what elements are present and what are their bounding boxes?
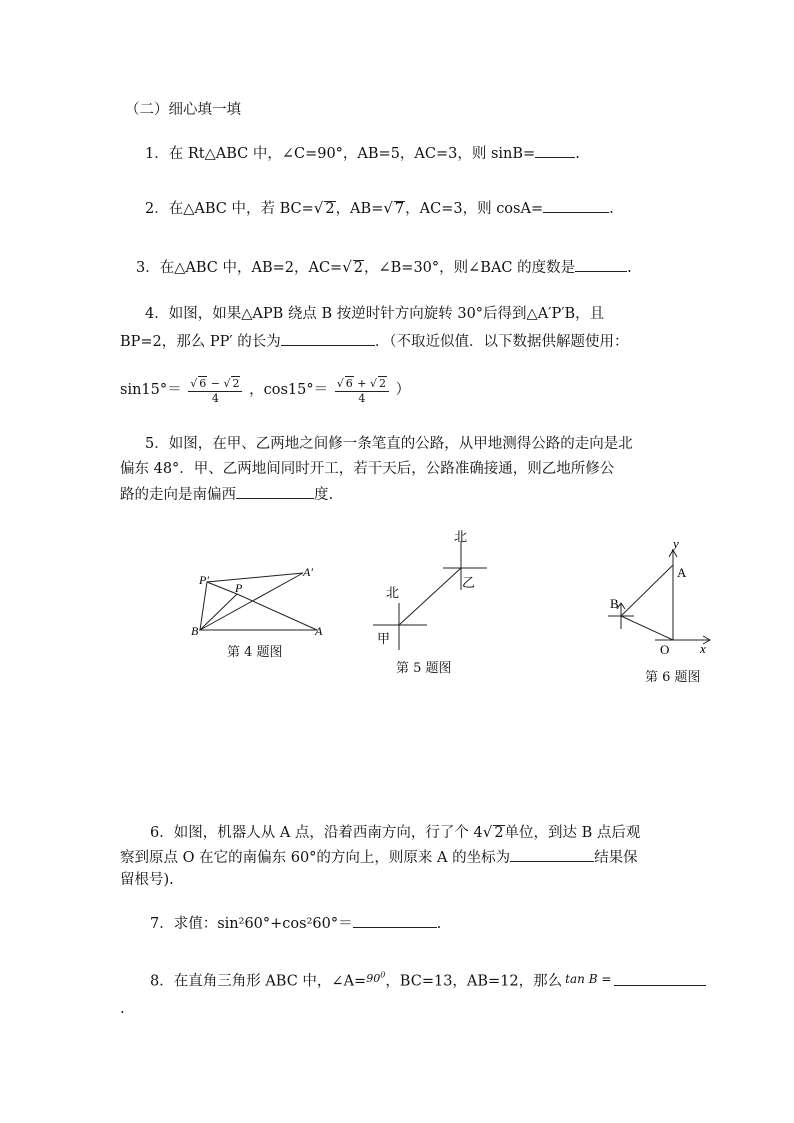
label-a-prime: A′ xyxy=(303,565,313,579)
section-title: （二）细心填一填 xyxy=(125,102,241,118)
label-o: O xyxy=(660,642,670,657)
label-north-left: 北 xyxy=(386,585,400,600)
question-8: 8．在直角三角形 ABC 中，∠A=$^{90^0}$，BC=13，AB=12，那么 $^{tan B =}$ xyxy=(150,966,706,991)
label-yi: 乙 xyxy=(462,575,476,590)
question-5-line3: 路的走向是南偏西 度. xyxy=(120,484,333,504)
question-8-end: . xyxy=(120,1001,125,1017)
label-p-prime: P′ xyxy=(199,573,209,587)
path-a-to-b xyxy=(621,565,673,616)
answer-blank-2[interactable] xyxy=(543,198,609,213)
label-a: A xyxy=(677,565,687,580)
answer-blank-8[interactable] xyxy=(614,971,706,986)
answer-blank-5[interactable] xyxy=(236,484,314,499)
answer-blank-3[interactable] xyxy=(575,257,627,272)
label-north-top: 北 xyxy=(454,529,468,544)
sqrt-symbol: √ xyxy=(383,199,393,217)
segment-pp-prime xyxy=(207,582,237,594)
question-3: 3．在△ABC 中，AB=2，AC=√ 2，∠B=30°，则∠BAC 的度数是 . xyxy=(136,258,632,276)
figure-4-caption: 第 4 题图 xyxy=(227,645,283,660)
question-1: 1．在 Rt△ABC 中，∠C=90°，AB=5，AC=3，则 sinB= . xyxy=(145,143,580,163)
question-4-formulas: sin15°＝ $\frac{√ 6 - √ 2}{4}$ ，cos15°＝ $\frac{√ 6 + √ 2}{4}$ ） xyxy=(120,376,411,405)
answer-blank-6[interactable] xyxy=(510,847,594,862)
question-6-line1: 6．如图，机器人从 A 点，沿着西南方向，行了个 4√ 2单位，到达 B 点后观 xyxy=(150,823,641,841)
question-6-line2: 察到原点 O 在它的南偏东 60°的方向上，则原来 A 的坐标为 结果保 xyxy=(120,847,638,867)
label-x: x xyxy=(700,641,706,656)
label-b: B xyxy=(610,596,619,611)
line-b-to-o xyxy=(621,616,673,640)
figure-4 xyxy=(185,560,335,645)
figure-5-caption: 第 5 题图 xyxy=(396,661,452,676)
triangle-a-prime-p-prime-b xyxy=(200,573,303,630)
sqrt-symbol: √ xyxy=(313,199,324,217)
cos15-fraction: $\frac{√ 6 + √ 2}{4}$ xyxy=(335,376,389,405)
sqrt-symbol: √ xyxy=(342,258,352,276)
question-2: 2．在△ABC 中，若 BC=√ 2，AB=√ 7，AC=3，则 cosA= . xyxy=(145,199,614,217)
sin15-fraction: $\frac{√ 6 - √ 2}{4}$ xyxy=(188,376,242,405)
question-5-line1: 5．如图，在甲、乙两地之间修一条笔直的公路，从甲地测得公路的走向是北 xyxy=(145,436,633,452)
triangle-apb xyxy=(200,594,317,630)
question-4-line2: BP=2，那么 PP′ 的长为 ．（不取近似值．以下数据供解题使用： xyxy=(120,331,629,351)
label-b: B xyxy=(191,624,199,638)
question-7: 7．求值：sin²60°+cos²60°＝ . xyxy=(150,913,441,933)
answer-blank-4[interactable] xyxy=(281,331,375,346)
question-4-line1: 4．如图，如果△APB 绕点 B 按逆时针方向旋转 30°后得到△A′P′B，且 xyxy=(145,306,605,322)
road-line xyxy=(399,568,461,625)
question-6-line3: 留根号). xyxy=(120,872,174,888)
label-jia: 甲 xyxy=(377,631,391,646)
figure-6-caption: 第 6 题图 xyxy=(645,670,701,685)
figure-5 xyxy=(365,525,505,650)
question-1-text: 1．在 Rt△ABC 中，∠C=90°，AB=5，AC=3，则 sinB= xyxy=(145,146,536,162)
label-p: P xyxy=(235,581,243,595)
question-5-line2: 偏东 48°．甲、乙两地间同时开工，若干天后，公路准确接通，则乙地所修公 xyxy=(120,461,615,477)
label-y: y xyxy=(673,536,679,551)
label-a: A xyxy=(315,624,323,638)
sqrt-symbol: √ xyxy=(482,823,493,841)
figure-6 xyxy=(600,536,720,660)
answer-blank-1[interactable] xyxy=(535,143,575,158)
answer-blank-7[interactable] xyxy=(353,913,437,928)
angle-value: 900 xyxy=(366,970,386,985)
